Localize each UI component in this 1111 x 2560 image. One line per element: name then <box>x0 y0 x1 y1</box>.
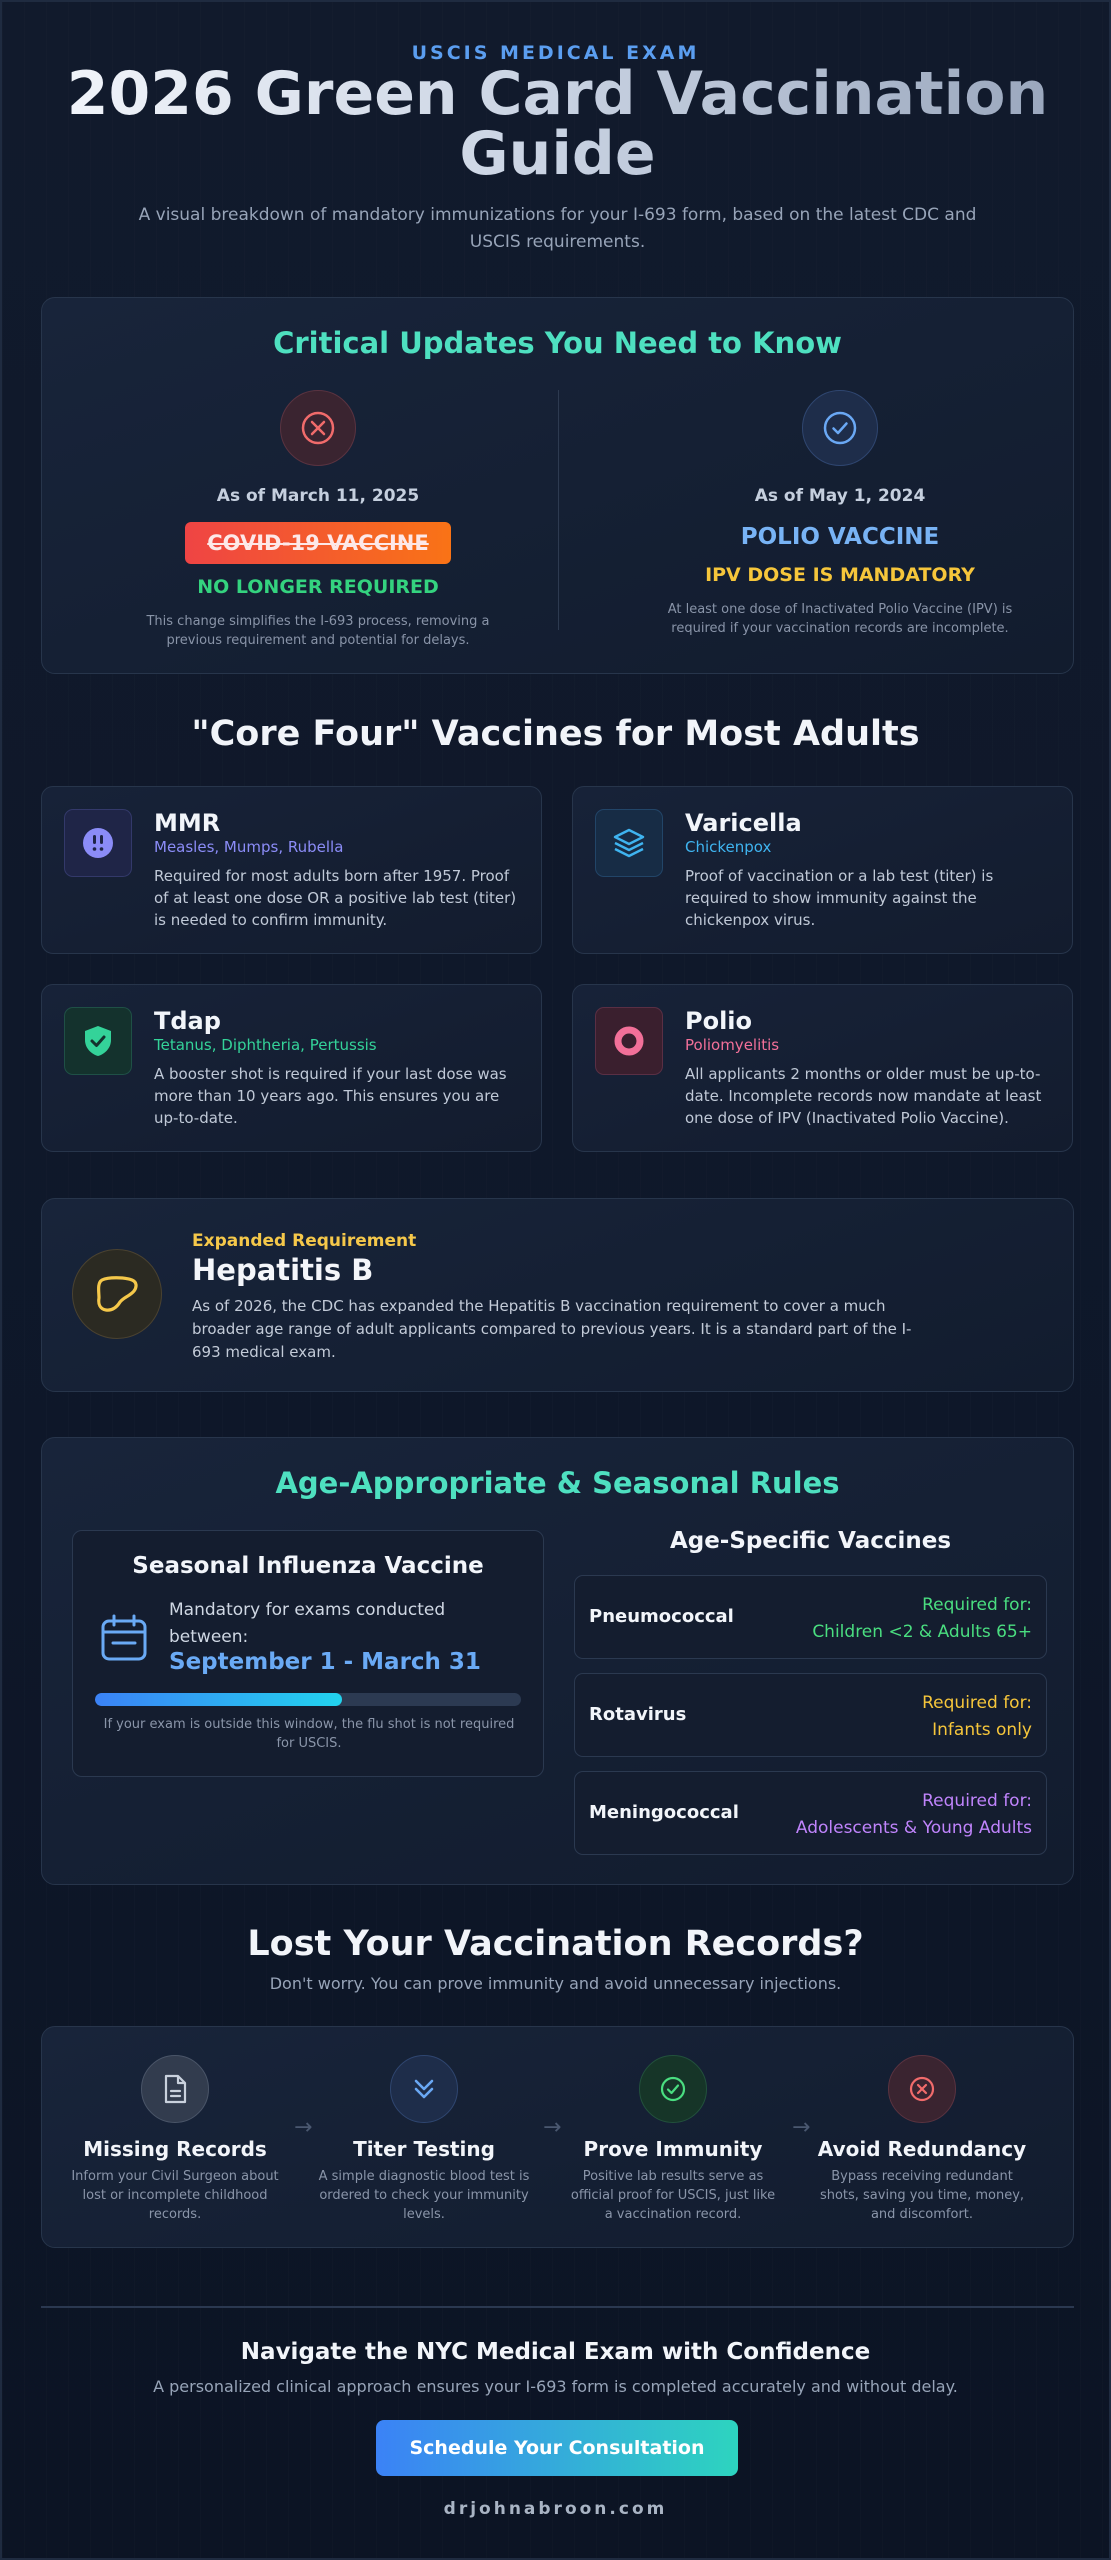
step-description: Positive lab results serve as official proof for USCIS, just like a vaccination record. <box>570 2169 776 2222</box>
page-title: 2026 Green Card Vaccination Guide <box>62 64 1053 184</box>
requirement-who: Adolescents & Young Adults <box>795 1818 1032 1838</box>
covid-status: NO LONGER REQUIRED <box>197 576 439 598</box>
age-seasonal-panel <box>41 1437 1074 1885</box>
step-titer-testing <box>311 2055 537 2224</box>
website-link[interactable]: drjohnabroon.com <box>443 2499 668 2519</box>
critical-updates-title: Critical Updates You Need to Know <box>273 326 842 360</box>
step-title: Missing Records <box>83 2137 267 2161</box>
critical-updates-panel <box>41 297 1074 674</box>
layers-icon <box>595 809 663 877</box>
covid-note: This change simplifies the I-693 process, removing a previous requirement and potential for delays. <box>146 614 490 648</box>
vaccine-card-mmr <box>41 786 542 954</box>
step-description: Inform your Civil Surgeon about lost or incomplete childhood records. <box>71 2169 279 2222</box>
divider <box>558 390 559 630</box>
lost-records-subtitle: Don't worry. You can prove immunity and avoid unnecessary injections. <box>269 1974 842 1993</box>
requirement-label: Required for: <box>922 1693 1032 1713</box>
step-title: Prove Immunity <box>583 2137 763 2161</box>
document-icon <box>141 2055 209 2123</box>
arrow-right-icon: → <box>543 2115 562 2140</box>
polio-headline: POLIO VACCINE <box>740 524 940 550</box>
vaccine-description: All applicants 2 months or older must be up-to-date. Incomplete records now mandate at least one dose of IPV (Inactivated Polio Vaccine). <box>685 1065 1042 1127</box>
age-specific-title: Age-Specific Vaccines <box>669 1528 952 1554</box>
check-circle-icon <box>639 2055 707 2123</box>
step-prove-immunity <box>560 2055 786 2224</box>
step-description: Bypass receiving redundant shots, saving you time, money, and discomfort. <box>819 2169 1025 2222</box>
flu-card <box>72 1530 544 1777</box>
intro-text: A visual breakdown of mandatory immunizations for your I-693 form, based on the latest CDC and USCIS requirements. <box>138 205 977 252</box>
vaccine-subtitle: Poliomyelitis <box>685 1036 780 1054</box>
arrow-right-icon: → <box>294 2115 313 2140</box>
hepatitis-title: Hepatitis B <box>192 1253 374 1287</box>
lost-records-title: Lost Your Vaccination Records? <box>247 1924 864 1964</box>
step-title: Titer Testing <box>353 2137 495 2161</box>
vaccine-subtitle: Measles, Mumps, Rubella <box>154 838 344 856</box>
age-requirement <box>922 1690 1032 1744</box>
exclamation-icon <box>64 809 132 877</box>
step-title: Avoid Redundancy <box>817 2137 1027 2161</box>
x-circle-icon <box>888 2055 956 2123</box>
vaccine-description: Required for most adults born after 1957. Proof of at least one dose OR a positive lab test (titer) is needed to confirm immunity. <box>154 867 517 929</box>
vaccine-subtitle: Chickenpox <box>685 838 772 856</box>
flu-note: If your exam is outside this window, the flu shot is not required for USCIS. <box>103 1717 515 1751</box>
check-circle-icon <box>802 390 878 466</box>
hepatitis-b-panel <box>41 1198 1074 1392</box>
vaccine-name: Polio <box>685 1007 753 1035</box>
polio-date: As of May 1, 2024 <box>754 486 926 506</box>
arrow-right-icon: → <box>792 2115 811 2140</box>
hepatitis-tag: Expanded Requirement <box>192 1231 417 1251</box>
vaccine-name: Varicella <box>685 809 802 837</box>
core-four-title: "Core Four" Vaccines for Most Adults <box>191 714 920 754</box>
requirement-who: Children <2 & Adults 65+ <box>812 1622 1032 1642</box>
flu-text: Mandatory for exams conducted between: <box>169 1600 446 1647</box>
vaccine-subtitle: Tetanus, Diphtheria, Pertussis <box>154 1036 377 1054</box>
hepatitis-description: As of 2026, the CDC has expanded the Hepatitis B vaccination requirement to cover a much broader age range of adult applicants compared to previous years. It is a standard part of the I-693 medical exam. <box>192 1297 912 1361</box>
polio-status: IPV DOSE IS MANDATORY <box>705 564 975 586</box>
vaccine-name: Tdap <box>154 1007 221 1035</box>
step-missing-records <box>62 2055 288 2224</box>
flu-dates: September 1 - March 31 <box>169 1649 481 1675</box>
age-seasonal-title: Age-Appropriate & Seasonal Rules <box>275 1466 840 1500</box>
requirement-label: Required for: <box>922 1791 1032 1811</box>
age-row-pneumococcal <box>574 1575 1047 1659</box>
eyebrow: USCIS MEDICAL EXAM <box>411 42 700 64</box>
schedule-consultation-button[interactable]: Schedule Your Consultation <box>376 2420 738 2476</box>
step-avoid-redundancy <box>809 2055 1035 2224</box>
covid-badge: COVID-19 VACCINE <box>185 522 450 564</box>
age-vaccine-name: Pneumococcal <box>589 1606 734 1627</box>
requirement-who: Infants only <box>932 1720 1032 1740</box>
shield-check-icon <box>64 1007 132 1075</box>
step-description: A simple diagnostic blood test is ordered to check your immunity levels. <box>318 2169 530 2222</box>
calendar-icon <box>99 1613 149 1667</box>
polio-note: At least one dose of Inactivated Polio Vaccine (IPV) is required if your vaccination records are incomplete. <box>667 602 1013 636</box>
vaccine-description: Proof of vaccination or a lab test (titer) is required to show immunity against the chickenpox virus. <box>685 867 994 929</box>
footer-title: Navigate the NYC Medical Exam with Confidence <box>240 2339 871 2365</box>
age-row-meningococcal <box>574 1771 1047 1855</box>
age-vaccine-name: Rotavirus <box>589 1704 687 1725</box>
vaccine-description: A booster shot is required if your last dose was more than 10 years ago. This ensures you are up-to-date. <box>154 1065 507 1127</box>
flu-season-bar <box>95 1693 521 1706</box>
vaccine-name: MMR <box>154 809 221 837</box>
age-requirement <box>812 1592 1032 1646</box>
age-row-rotavirus <box>574 1673 1047 1757</box>
flu-season-fill <box>95 1693 342 1706</box>
ring-icon <box>595 1007 663 1075</box>
chevrons-down-icon <box>390 2055 458 2123</box>
requirement-label: Required for: <box>922 1595 1032 1615</box>
covid-update <box>98 390 538 650</box>
age-requirement <box>796 1788 1032 1842</box>
footer-divider <box>41 2306 1074 2308</box>
covid-date: As of March 11, 2025 <box>216 486 420 506</box>
liver-icon <box>72 1249 162 1339</box>
footer-subtitle: A personalized clinical approach ensures your I-693 form is completed accurately and without delay. <box>153 2377 958 2396</box>
vaccine-card-polio <box>572 984 1073 1152</box>
lost-records-steps <box>41 2026 1074 2248</box>
flu-title: Seasonal Influenza Vaccine <box>132 1553 484 1579</box>
polio-update <box>620 390 1060 638</box>
vaccine-card-varicella <box>572 786 1073 954</box>
vaccine-card-tdap <box>41 984 542 1152</box>
age-vaccine-name: Meningococcal <box>589 1802 739 1823</box>
x-circle-icon <box>280 390 356 466</box>
